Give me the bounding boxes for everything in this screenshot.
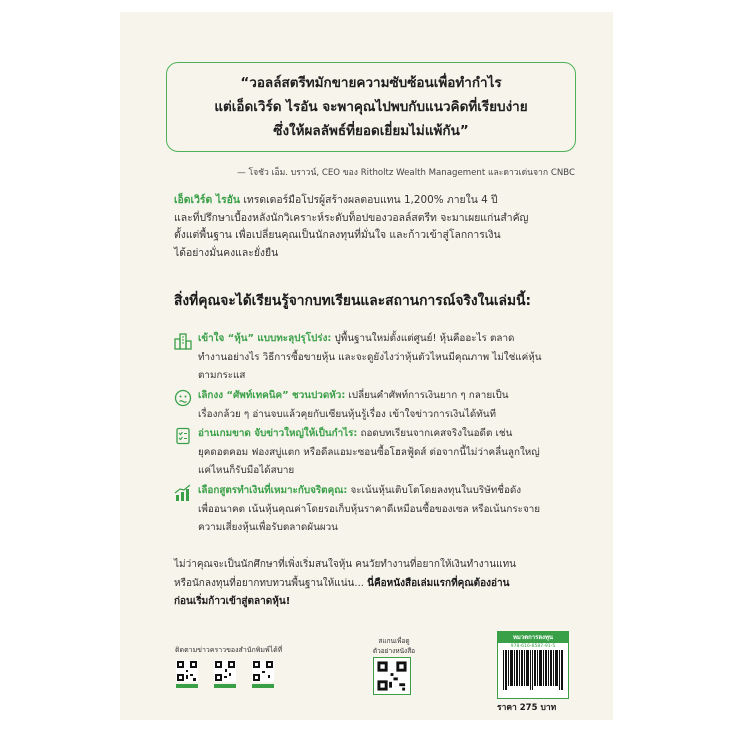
bullet-title: เลิกงง “ศัพท์เทคนิค” ชวนปวดหัว: — [198, 390, 346, 401]
bullet-text: ตามกระแส — [198, 370, 246, 381]
qr-label-bar — [252, 684, 274, 688]
confused-face-icon — [174, 389, 192, 407]
follow-publisher-label: ติดตามข่าวคราวของสำนักพิมพ์ได้ที่ — [175, 646, 283, 654]
closing-emphasis-2: ก่อนเริ่มก้าวเข้าสู่ตลาดหุ้น! — [174, 596, 291, 607]
section-heading: สิ่งที่คุณจะได้เรียนรู้จากบทเรียนและสถานการณ์จริงในเล่มนี้: — [174, 293, 532, 309]
scan-label-line-2: ตัวอย่างหนังสือ — [372, 647, 416, 655]
bullet-text: ปูพื้นฐานใหม่ตั้งแต่ศูนย์! หุ้นคืออะไร ตลาด — [331, 333, 515, 344]
closing-emphasis: นี่คือหนังสือเล่มแรกที่คุณต้องอ่าน — [367, 577, 510, 589]
bullet-title: เลือกสูตรทำเงินที่เหมาะกับจริตคุณ: — [198, 485, 348, 496]
intro-line-2: และที่ปรึกษาเบื้องหลังนักวิเคราะห์ระดับท็อปของวอลล์สตรีท จะมาเผยแก่นสำคัญ — [174, 211, 529, 224]
bullet-text: เปลี่ยนคำศัพท์การเงินยาก ๆ กลายเป็น — [345, 390, 509, 401]
social-qr-code[interactable] — [252, 660, 274, 682]
bullet-text: ทำงานอย่างไร วิธีการซื้อขายหุ้น และจะดูยังไงว่าหุ้นตัวไหนมีคุณภาพ ไม่ใช่แค่หุ้น — [198, 351, 542, 363]
scan-label — [370, 636, 418, 656]
closing-line-2: หรือนักลงทุนที่อยากทบทวนพื้นฐานให้แน่น... — [174, 577, 368, 589]
closing-line-1: ไม่ว่าคุณจะเป็นนักศึกษาที่เพิ่งเริ่มสนใจหุ้น คนวัยทำงานที่อยากให้เงินทำงานแทน — [174, 559, 516, 570]
checklist-icon — [174, 427, 192, 445]
social-qr-code[interactable] — [176, 660, 198, 682]
qr-label-bar — [214, 684, 236, 688]
intro-paragraph — [174, 192, 584, 262]
sample-qr-code[interactable] — [373, 657, 411, 695]
barcode-icon — [501, 650, 565, 694]
bullet-text: เพื่ออนาคต เน้นหุ้นคุณค่าโดยรอเก็บหุ้นราคาดีเหมือนซื้อของเซล หรือเน้นกระจาย — [198, 503, 541, 515]
closing-paragraph — [174, 556, 594, 612]
qr-label-bar — [176, 684, 198, 688]
intro-line-1: เทรดเดอร์มือโปรผู้สร้างผลตอบแทน 1,200% ภายใน 4 ปี — [240, 194, 498, 206]
social-qr-code[interactable] — [214, 660, 236, 682]
bullet-title: เข้าใจ “หุ้น” แบบทะลุปรุโปร่ง: — [198, 333, 332, 344]
bullet-text: เรื่องกล้วย ๆ อ่านจบแล้วคุยกับเซียนหุ้นรู้เรื่อง เข้าใจข่าวการเงินได้ทันที — [198, 408, 497, 420]
author-name: เอ็ดเวิร์ด ไรอัน — [174, 194, 241, 206]
intro-line-4: ได้อย่างมั่นคงและยั่งยืน — [174, 246, 279, 259]
quote-line-2: แต่เอ็ดเวิร์ด ไรอัน จะพาคุณไปพบกับแนวคิดที่เรียบง่าย — [214, 99, 528, 115]
quote-box — [166, 62, 576, 152]
bullet-title: อ่านเกมขาด จับข่าวใหญ่ให้เป็นกำไร: — [198, 428, 358, 439]
price-label: ราคา 275 บาท — [497, 703, 557, 713]
scan-label-line-1: สแกนเพื่อดู — [378, 637, 410, 645]
bullet-text: ความเสี่ยงหุ้นเพื่อรับตลาดผันผวน — [198, 522, 338, 533]
bullet-text: จะเน้นหุ้นเติบโตโดยลงทุนในบริษัทชื่อดัง — [347, 485, 522, 496]
bullet-text: ถอดบทเรียนจากเคสจริงในอดีต เช่น — [357, 428, 513, 439]
bullet-text: ยุคดอตคอม ฟองสบู่แตก หรือดีลแอมะซอนซื้อโฮลฟู้ดส์ ต่อจากนี้ไม่ว่าคลื่นลูกใหญ่ — [198, 446, 540, 458]
intro-line-3: ตั้งแต่พื้นฐาน เพื่อเปลี่ยนคุณเป็นนักลงทุนที่มั่นใจ และก้าวเข้าสู่โลกการเงิน — [174, 229, 501, 242]
quote-attribution: — โจชัว เอ็ม. บราวน์, CEO ของ Ritholtz Wealth Management และดาวเด่นจาก CNBC — [237, 168, 575, 178]
bullet-text: แค่ไหนก็รับมือได้สบาย — [198, 465, 295, 476]
growth-chart-icon — [174, 484, 192, 502]
quote-line-3: ซึ่งให้ผลลัพธ์ที่ยอดเยี่ยมไม่แพ้กัน” — [273, 123, 469, 139]
quote-line-1: “วอลล์สตรีทมักขายความซับซ้อนเพื่อทำกำไร — [240, 75, 502, 91]
city-icon — [174, 332, 192, 350]
category-label: หมวดการลงทุน — [498, 632, 568, 643]
isbn-number: 978-616-8587-91-5 — [510, 644, 556, 649]
barcode-box — [497, 631, 569, 699]
